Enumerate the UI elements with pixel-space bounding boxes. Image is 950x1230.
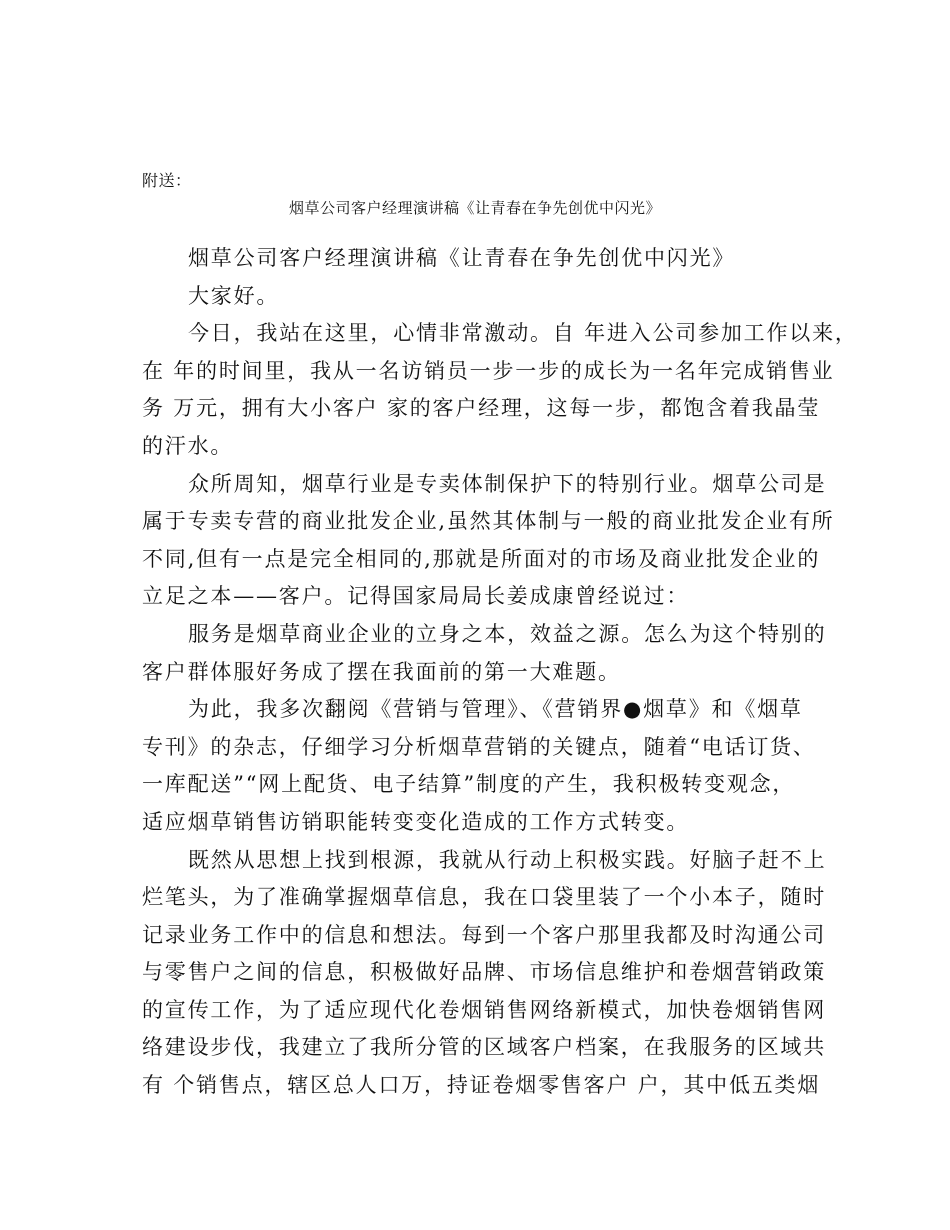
- attachment-label: 附送：: [142, 171, 192, 190]
- body-text-line: 烟草公司客户经理演讲稿《让青春在争先创优中闪光》: [188, 246, 736, 270]
- body-text-line: 为此，我多次翻阅《营销与管理》、《营销界●烟草》和《烟草: [188, 697, 803, 722]
- body-text-line: 众所周知，烟草行业是专卖体制保护下的特别行业。烟草公司是: [188, 471, 827, 496]
- body-text-line: 立足之本——客户。记得国家局局长姜成康曾经说过：: [142, 584, 690, 609]
- body-text-line: 不同,但有一点是完全相同的,那就是所面对的市场及商业批发企业的: [142, 546, 821, 571]
- body-text-line: 有 个销售点，辖区总人口万，持证卷烟零售客户 户，其中低五类烟: [142, 1073, 821, 1098]
- body-text-line: 的宣传工作，为了适应现代化卷烟销售网络新模式，加快卷烟销售网: [142, 997, 826, 1022]
- body-text-line: 务 万元，拥有大小客户 家的客户经理，这每一步，都饱含着我晶莹: [142, 396, 821, 421]
- body-text-line: 专刊》的杂志，仔细学习分析烟草营销的关键点，随着“电话订货、: [142, 734, 816, 759]
- body-text-line: 一库配送”“网上配货、电子结算”制度的产生，我积极转变观念，: [142, 772, 796, 797]
- body-text-line: 客户群体服好务成了摆在我面前的第一大难题。: [142, 659, 621, 684]
- body-text-line: 在 年的时间里，我从一名访销员一步一步的成长为一名年完成销售业: [142, 358, 835, 383]
- body-text-line: 适应烟草销售访销职能转变变化造成的工作方式转变。: [142, 809, 690, 834]
- document-body: [142, 240, 858, 1105]
- body-text-line: 大家好。: [188, 283, 280, 308]
- body-text-line: 络建设步伐，我建立了我所分管的区域客户档案，在我服务的区域共: [142, 1035, 826, 1060]
- body-text-line: 的汗水。: [142, 433, 234, 458]
- body-text-line: 服务是烟草商业企业的立身之本，效益之源。怎么为这个特别的: [188, 621, 827, 646]
- body-text-line: 属于专卖专营的商业批发企业,虽然其体制与一般的商业批发企业有所: [142, 509, 835, 534]
- body-text-line: 烂笔头，为了准确掌握烟草信息，我在口袋里装了一个小本子，随时: [142, 885, 826, 910]
- document-subtitle: 烟草公司客户经理演讲稿《让青春在争先创优中闪光》: [288, 199, 661, 217]
- body-text-line: 与零售户之间的信息，积极做好品牌、市场信息维护和卷烟营销政策: [142, 960, 826, 985]
- body-text-line: 既然从思想上找到根源，我就从行动上积极实践。好脑子赶不上: [188, 847, 827, 872]
- body-text-line: 今日，我站在这里，心情非常激动。自 年进入公司参加工作以来，: [188, 321, 858, 346]
- body-text-line: 记录业务工作中的信息和想法。每到一个客户那里我都及时沟通公司: [142, 922, 826, 947]
